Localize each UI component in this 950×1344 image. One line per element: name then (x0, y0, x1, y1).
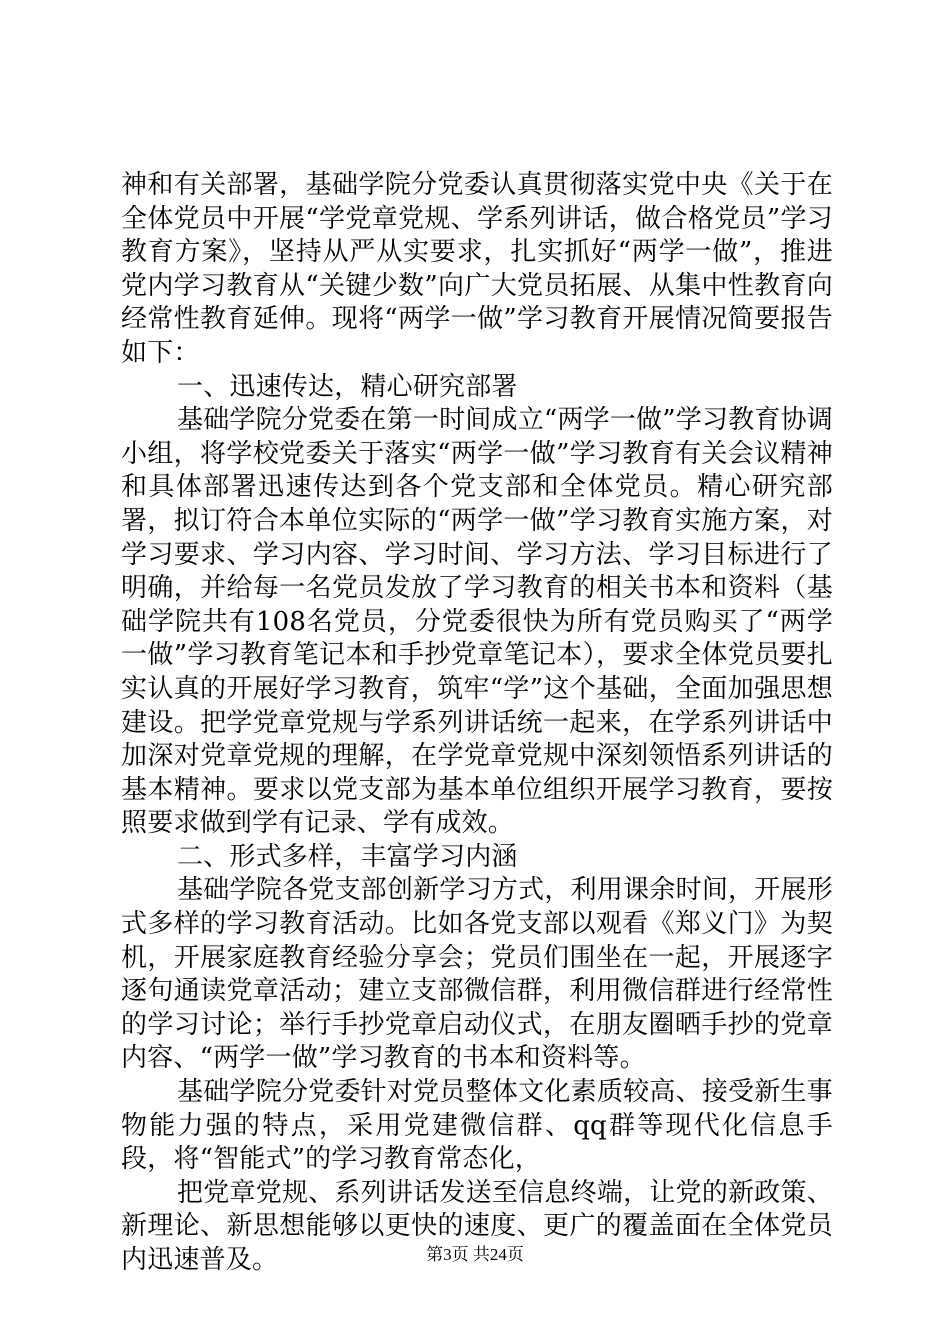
paragraph-section-1: 基础学院分党委在第一时间成立“两学一做”学习教育协调小组，将学校党委关于落实“两学一做”学习教育有关会议精神和具体部署迅速传达到各个党支部和全体党员。精心研究部署，拟订符合本单位实际的“两学一做”学习教育实施方案，对学习要求、学习内容、学习时间、学习方法、学习目标进行了明确，并给每一名党员发放了学习教育的相关书本和资料（基础学院共有108名党员，分党委很快为所有党员购买了“两学一做”学习教育笔记本和手抄党章笔记本），要求全体党员要扎实认真的开展好学习教育，筑牢“学”这个基础，全面加强思想建设。把学党章党规与学系列讲话统一起来，在学系列讲话中加深对党章党规的理解，在学党章党规中深刻领悟系列讲话的基本精神。要求以党支部为基本单位组织开展学习教育，要按照要求做到学有记录、学有成效。 (121, 405, 833, 839)
section-heading-1: 一、迅速传达，精心研究部署 (177, 371, 518, 402)
section-heading-2: 二、形式多样，丰富学习内涵 (177, 841, 518, 872)
page-number-label: 第3页 共24页 (426, 1245, 524, 1264)
body-text (121, 169, 833, 1278)
paragraph-section-2b: 基础学院分党委针对党员整体文化素质较高、接受新生事物能力强的特点，采用党建微信群、qq群等现代化信息手段，将“智能式”的学习教育常态化， (121, 1077, 833, 1175)
paragraph-intro: 神和有关部署，基础学院分党委认真贯彻落实党中央《关于在全体党员中开展“学党章党规、学系列讲话，做合格党员”学习教育方案》，坚持从严从实要求，扎实抓好“两学一做”，推进党内学习教育从“关键少数”向广大党员拓展、从集中性教育向经常性教育延伸。现将“两学一做”学习教育开展情况简要报告如下： (121, 170, 833, 368)
page-footer (0, 1245, 950, 1265)
paragraph-section-2c: 把党章党规、系列讲话发送至信息终端，让党的新政策、新理论、新思想能够以更快的速度、更广的覆盖面在全体党员内迅速普及。 (121, 1177, 833, 1275)
paragraph-section-2a: 基础学院各党支部创新学习方式，利用课余时间，开展形式多样的学习教育活动。比如各党支部以观看《郑义门》为契机，开展家庭教育经验分享会；党员们围坐在一起，开展逐字逐句通读党章活动；建立支部微信群，利用微信群进行经常性的学习讨论；举行手抄党章启动仪式，在朋友圈晒手抄的党章内容、“两学一做”学习教育的书本和资料等。 (121, 875, 833, 1074)
